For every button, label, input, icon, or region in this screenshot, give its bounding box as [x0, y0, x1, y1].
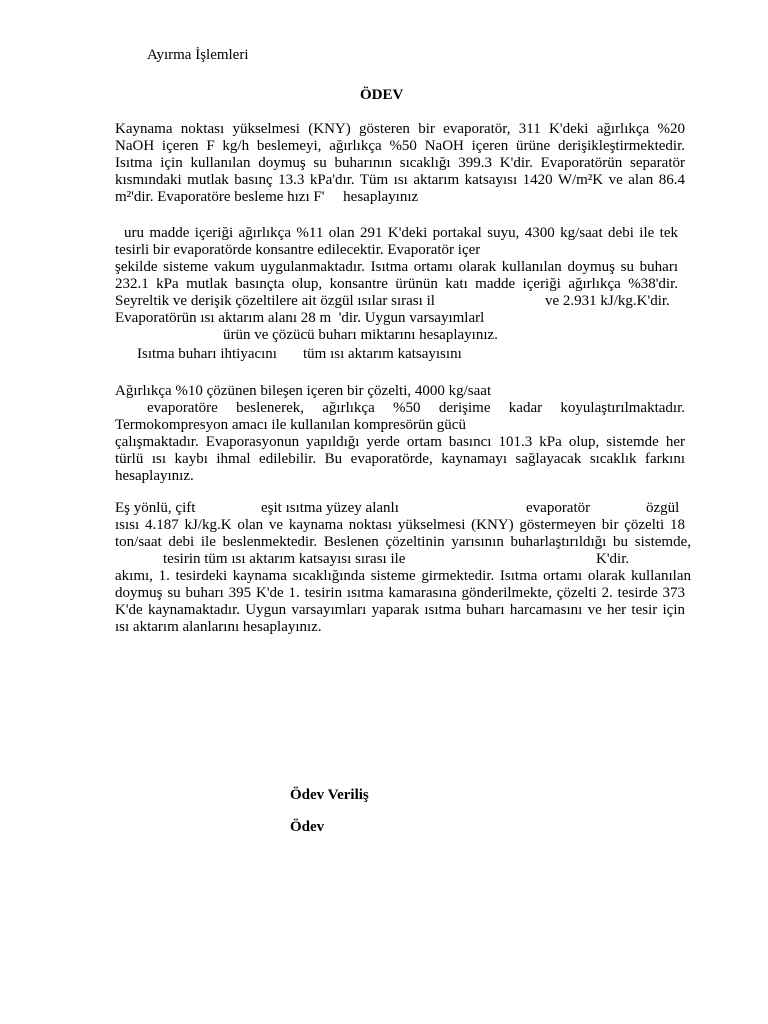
page-title: ÖDEV	[360, 87, 404, 103]
paragraph-line: ürün ve çözücü buharı miktarını hesaplayınız.	[223, 327, 498, 343]
paragraph-line: tesirin tüm ısı aktarım katsayısı sırası ile	[163, 551, 406, 567]
paragraph-line: Ağırlıkça %10 çözünen bileşen içeren bir çözelti, 4000 kg/saat	[115, 383, 492, 399]
paragraph-line: doymuş su buharı 395 K'de 1. tesirin ısıtma kamarasına gönderilmekte, çözelti 2. tesirde 373	[115, 585, 685, 601]
paragraph-line: Isıtma buharı ihtiyacını	[137, 346, 277, 362]
paragraph-line: K'dir.	[596, 551, 630, 567]
paragraph-line: K'de kaynamaktadır. Uygun varsayımları yaparak ısıtma buharı harcamasını ve her tesir için	[115, 602, 685, 618]
paragraph-line: ve 2.931 kJ/kg.K'dir.	[545, 293, 670, 309]
paragraph-line: eşit ısıtma yüzey alanlı	[261, 500, 399, 516]
paragraph-line: kısmındaki mutlak basınç 13.3 kPa'dır. Tüm ısı aktarım katsayısı 1420 W/m²K ve alan 86.4	[115, 172, 685, 188]
assignment-given-label: Ödev Veriliş	[290, 787, 369, 803]
paragraph-line: Seyreltik ve derişik çözeltilere ait özgül ısılar sırası il	[115, 293, 435, 309]
assignment-due-label: Ödev	[290, 819, 325, 835]
paragraph-line: tüm ısı aktarım katsayısını	[303, 346, 462, 362]
paragraph-line: Termokompresyon amacı ile kullanılan kompresörün gücü	[115, 417, 466, 433]
paragraph-line: ısısı 4.187 kJ/kg.K olan ve kaynama noktası yükselmesi (KNY) göstermeyen bir çözelti 18	[115, 517, 685, 533]
paragraph-line: ton/saat debi ile beslenmektedir. Beslenen çözeltinin yarısının buharlaştırıldığı bu sistemde,	[115, 534, 691, 550]
paragraph-line: 232.1 kPa mutlak basınçta olup, konsantre ürünün katı madde içeriği ağırlıkça %38'dir.	[115, 276, 678, 292]
paragraph-line: evaporatöre beslenerek, ağırlıkça %50 derişime kadar koyulaştırılmaktadır.	[147, 400, 685, 416]
paragraph-line: ısı aktarım alanlarını hesaplayınız.	[115, 619, 322, 635]
paragraph-line: çalışmaktadır. Evaporasyonun yapıldığı yerde ortam basıncı 101.3 kPa olup, sistemde her	[115, 434, 685, 450]
paragraph-line: evaporatör	[526, 500, 591, 516]
paragraph-line: türlü ısı kaybı ihmal edilebilir. Bu evaporatörde, kaynamayı sağlayacak sıcaklık farkını	[115, 451, 685, 467]
paragraph-line: NaOH içeren F kg/h beslemeyi, ağırlıkça %50 NaOH içeren ürüne derişikleştirmektedir.	[115, 138, 685, 154]
course-header: Ayırma İşlemleri	[147, 47, 249, 63]
paragraph-line: Isıtma için kullanılan doymuş su buharının sıcaklığı 399.3 K'dir. Evaporatörün separatör	[115, 155, 685, 171]
paragraph-line: Kaynama noktası yükselmesi (KNY) gösteren bir evaporatör, 311 K'deki ağırlıkça %20	[115, 121, 685, 137]
paragraph-line: hesaplayınız.	[115, 468, 194, 484]
paragraph-line: özgül	[646, 500, 680, 516]
paragraph-line: şekilde sisteme vakum uygulanmaktadır. Isıtma ortamı olarak kullanılan doymuş su buharı	[115, 259, 678, 275]
paragraph-line: Eş yönlü, çift	[115, 500, 196, 516]
paragraph-line: tesirli bir evaporatörde konsantre edilecektir. Evaporatör içer	[115, 242, 481, 258]
paragraph-line: m²'dir. Evaporatöre besleme hızı F' hesaplayınız	[115, 189, 419, 205]
paragraph-line: Evaporatörün ısı aktarım alanı 28 m 'dir. Uygun varsayımlarl	[115, 310, 485, 326]
paragraph-line: akımı, 1. tesirdeki kaynama sıcaklığında sisteme girmektedir. Isıtma ortamı olarak kullanılan	[115, 568, 691, 584]
paragraph-line: uru madde içeriği ağırlıkça %11 olan 291 K'deki portakal suyu, 4300 kg/saat debi ile tek	[124, 225, 678, 241]
